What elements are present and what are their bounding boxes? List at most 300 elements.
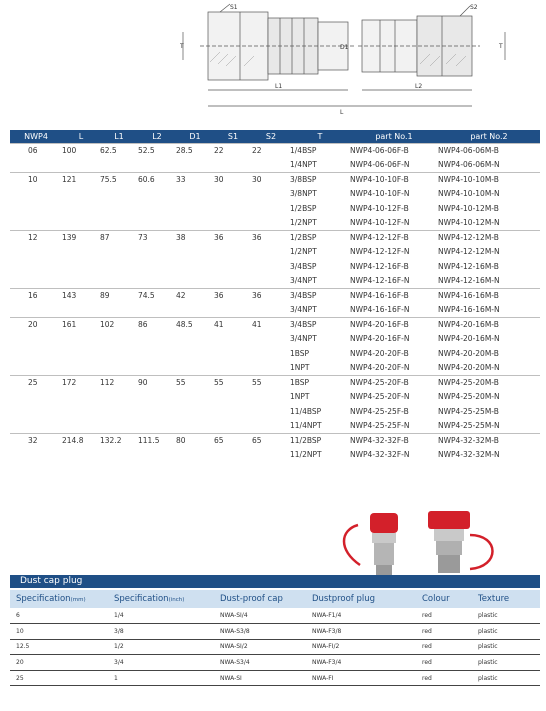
- cell-empty: [62, 448, 100, 463]
- dust-header-colour: Colour: [416, 590, 472, 608]
- dust-header-spec-inch: Specification(inch): [108, 590, 214, 608]
- dust-cell-spec-inch: 3/4: [108, 655, 214, 671]
- cell-empty: [214, 419, 252, 434]
- header-l: L: [62, 130, 100, 143]
- cell-empty: [138, 274, 176, 289]
- dust-cap-photo-1: [344, 513, 398, 575]
- dust-table-row: [10, 639, 540, 655]
- cell-thread: 11/4BSP: [290, 406, 322, 416]
- s2-label: S2: [470, 4, 478, 11]
- dust-cell-plug: NWA-F1/4: [306, 608, 416, 624]
- cell-empty: [252, 245, 290, 260]
- dust-cell-cap: NWA-SI/2: [214, 639, 306, 655]
- cell-part-no-1: NWP4-12-16F-N: [350, 276, 410, 285]
- cell-d1: 80: [176, 433, 214, 448]
- cell-s2: 36: [252, 288, 290, 303]
- cell-empty: [252, 158, 290, 173]
- table-row: [10, 332, 540, 347]
- cell-empty: [214, 303, 252, 318]
- cell-part-no-2: NWP4-25-20M-N: [438, 392, 500, 402]
- cell-part-no-2: NWP4-20-20M-N: [438, 363, 500, 372]
- header-nwp4: NWP4: [10, 130, 62, 143]
- header-t: T: [290, 130, 350, 143]
- cell-empty: [100, 332, 138, 347]
- cell-part-no-1: NWP4-10-12F-N: [350, 218, 410, 227]
- cell-thread: 3/4BSP: [290, 288, 350, 303]
- cell-empty: [214, 216, 252, 231]
- cell-part-no-1: NWP4-12-16F-B: [350, 261, 409, 271]
- cell-empty: [10, 390, 62, 405]
- table-header-row: [10, 130, 540, 143]
- dust-cell-plug: NWA-FI: [306, 670, 416, 686]
- cell-empty: [100, 245, 138, 260]
- cell-thread: 1/4BSP: [290, 143, 350, 158]
- cell-d1: 28.5: [176, 143, 214, 158]
- dust-table-row: [10, 655, 540, 671]
- table-row: [10, 230, 540, 245]
- cell-l: 161: [62, 317, 100, 332]
- cell-empty: [252, 390, 290, 405]
- cell-nwp4: 16: [10, 288, 62, 303]
- cell-thread: 11/2BSP: [290, 433, 350, 448]
- dust-cell-plug: NWA-F3/8: [306, 624, 416, 640]
- cell-empty: [62, 419, 100, 434]
- cell-empty: [100, 346, 138, 361]
- table-row: [10, 158, 540, 173]
- cell-empty: [10, 346, 62, 361]
- cell-thread: 11/4NPT: [290, 421, 322, 430]
- cell-part-no-1: NWP4-06-06F-B: [350, 143, 438, 158]
- table-row: [10, 201, 540, 216]
- cell-part-no-1: NWP4-25-20F-N: [350, 392, 410, 402]
- cell-empty: [62, 259, 100, 274]
- cell-empty: [138, 332, 176, 347]
- table-row: [10, 390, 540, 405]
- cell-part-no-1: NWP4-10-10F-N: [350, 189, 410, 199]
- table-row: [10, 433, 540, 448]
- cell-empty: [62, 187, 100, 202]
- cell-part-no-1: NWP4-20-20F-B: [350, 348, 409, 358]
- cell-part-no-1: NWP4-25-25F-B: [350, 406, 409, 416]
- cell-part-no-2: NWP4-06-06M-B: [438, 143, 540, 158]
- cell-thread: 3/4NPT: [290, 305, 317, 314]
- cell-l2: 90: [138, 375, 176, 390]
- cell-empty: [214, 404, 252, 419]
- cell-empty: [10, 419, 62, 434]
- cell-part-no-2: NWP4-32-32M-N: [438, 450, 500, 460]
- cell-empty: [100, 361, 138, 376]
- cell-s1: 65: [214, 433, 252, 448]
- cell-part-no-2: NWP4-25-25M-B: [438, 406, 499, 416]
- dust-cell-plug: NWA-FI/2: [306, 639, 416, 655]
- header-l1: L1: [100, 130, 138, 143]
- cell-d1: 42: [176, 288, 214, 303]
- cell-empty: [176, 361, 214, 376]
- dust-header-plug: Dustproof plug: [306, 590, 416, 608]
- cell-empty: [138, 245, 176, 260]
- cell-empty: [10, 259, 62, 274]
- cell-nwp4: 20: [10, 317, 62, 332]
- table-row: [10, 172, 540, 187]
- cell-thread: 1/2BSP: [290, 230, 350, 245]
- cell-empty: [214, 390, 252, 405]
- cell-l: 100: [62, 143, 100, 158]
- cell-part-no-2: NWP4-10-10M-N: [438, 189, 500, 199]
- cell-l1: 102: [100, 317, 138, 332]
- cell-nwp4: 06: [10, 143, 62, 158]
- cell-part-no-2: NWP4-32-32M-B: [438, 433, 540, 448]
- cell-empty: [214, 332, 252, 347]
- cell-empty: [252, 187, 290, 202]
- cell-empty: [252, 332, 290, 347]
- cell-part-no-2: NWP4-25-20M-B: [438, 375, 540, 390]
- cell-empty: [176, 390, 214, 405]
- dust-cell-spec-mm: 6: [10, 608, 108, 624]
- table-row: [10, 259, 540, 274]
- table-row: [10, 317, 540, 332]
- dust-cell-spec-mm: 20: [10, 655, 108, 671]
- cell-part-no-2: NWP4-20-20M-B: [438, 348, 499, 358]
- cell-empty: [62, 361, 100, 376]
- table-row: [10, 375, 540, 390]
- cell-thread: 3/4BSP: [290, 261, 317, 271]
- cell-nwp4: 10: [10, 172, 62, 187]
- cell-thread: 3/4NPT: [290, 276, 317, 285]
- dust-cell-cap: NWA-S3/4: [214, 655, 306, 671]
- cell-empty: [176, 303, 214, 318]
- table-row: [10, 245, 540, 260]
- cell-empty: [252, 448, 290, 463]
- dust-table-row: [10, 624, 540, 640]
- cell-part-no-1: NWP4-20-16F-N: [350, 334, 410, 344]
- cell-thread: 3/4BSP: [290, 317, 350, 332]
- cell-empty: [100, 404, 138, 419]
- cell-empty: [252, 303, 290, 318]
- cell-empty: [176, 201, 214, 216]
- dust-cell-colour: red: [416, 608, 472, 624]
- cell-part-no-1: NWP4-16-16F-B: [350, 288, 438, 303]
- table-row: [10, 216, 540, 231]
- header-d1: D1: [176, 130, 214, 143]
- cell-l1: 62.5: [100, 143, 138, 158]
- table-row: [10, 361, 540, 376]
- cell-l2: 86: [138, 317, 176, 332]
- cell-empty: [252, 419, 290, 434]
- table-row: [10, 288, 540, 303]
- cell-part-no-1: NWP4-25-20F-B: [350, 375, 438, 390]
- table-row: [10, 448, 540, 463]
- table-row: [10, 346, 540, 361]
- cell-part-no-1: NWP4-12-12F-N: [350, 247, 410, 257]
- cell-part-no-1: NWP4-10-10F-B: [350, 172, 438, 187]
- cell-empty: [176, 274, 214, 289]
- cell-part-no-1: NWP4-10-12F-B: [350, 203, 409, 213]
- cell-thread: 1/2NPT: [290, 218, 317, 227]
- header-s2: S2: [252, 130, 290, 143]
- cell-part-no-2: NWP4-10-12M-B: [438, 203, 499, 213]
- cell-empty: [176, 187, 214, 202]
- cell-l: 139: [62, 230, 100, 245]
- cell-empty: [100, 158, 138, 173]
- cell-empty: [214, 346, 252, 361]
- dust-cell-spec-inch: 3/8: [108, 624, 214, 640]
- dust-cap-photos: [330, 505, 510, 580]
- dust-cap-table: [10, 590, 540, 686]
- dust-cell-cap: NWA-SI: [214, 670, 306, 686]
- cell-part-no-2: NWP4-20-16M-B: [438, 317, 540, 332]
- cell-part-no-1: NWP4-20-16F-B: [350, 317, 438, 332]
- cell-empty: [62, 245, 100, 260]
- specification-table: [10, 130, 540, 462]
- cell-part-no-2: NWP4-12-12M-N: [438, 247, 500, 257]
- header-l2: L2: [138, 130, 176, 143]
- cell-empty: [252, 259, 290, 274]
- cell-empty: [252, 346, 290, 361]
- cell-empty: [62, 158, 100, 173]
- cell-d1: 38: [176, 230, 214, 245]
- coupling-technical-drawing: [180, 2, 510, 120]
- cell-part-no-2: NWP4-20-16M-N: [438, 334, 500, 344]
- dust-cell-colour: red: [416, 655, 472, 671]
- l1-label: L1: [275, 83, 283, 90]
- dust-cell-spec-inch: 1/2: [108, 639, 214, 655]
- table-row: [10, 303, 540, 318]
- dust-cell-spec-mm: 10: [10, 624, 108, 640]
- cell-thread: 1/4NPT: [290, 160, 317, 169]
- cell-s2: 65: [252, 433, 290, 448]
- cell-thread: 1BSP: [290, 348, 310, 358]
- cell-empty: [138, 404, 176, 419]
- cell-empty: [62, 201, 100, 216]
- cell-thread: 11/2NPT: [290, 450, 322, 460]
- cell-l2: 52.5: [138, 143, 176, 158]
- cell-empty: [62, 303, 100, 318]
- cell-nwp4: 32: [10, 433, 62, 448]
- cell-empty: [176, 419, 214, 434]
- cell-part-no-2: NWP4-12-16M-B: [438, 261, 499, 271]
- cell-thread: 3/8NPT: [290, 189, 317, 199]
- cell-part-no-1: NWP4-16-16F-N: [350, 305, 410, 314]
- cell-l2: 60.6: [138, 172, 176, 187]
- cell-thread: 1NPT: [290, 392, 310, 402]
- cell-empty: [62, 346, 100, 361]
- cell-empty: [138, 448, 176, 463]
- cell-d1: 33: [176, 172, 214, 187]
- cell-part-no-2: NWP4-12-16M-N: [438, 276, 500, 285]
- cell-empty: [138, 419, 176, 434]
- cell-part-no-2: NWP4-25-25M-N: [438, 421, 500, 430]
- dust-cell-plug: NWA-F3/4: [306, 655, 416, 671]
- cell-thread: 1/2NPT: [290, 247, 317, 257]
- cell-l: 214.8: [62, 433, 100, 448]
- cell-d1: 48.5: [176, 317, 214, 332]
- cell-nwp4: 12: [10, 230, 62, 245]
- cell-s1: 36: [214, 288, 252, 303]
- dust-cell-texture: plastic: [472, 670, 540, 686]
- cell-empty: [10, 245, 62, 260]
- cell-empty: [100, 216, 138, 231]
- cell-s1: 41: [214, 317, 252, 332]
- dust-cell-spec-mm: 25: [10, 670, 108, 686]
- cell-empty: [214, 448, 252, 463]
- dust-header-texture: Texture: [472, 590, 540, 608]
- l2-label: L2: [415, 83, 423, 90]
- cell-empty: [100, 448, 138, 463]
- cell-empty: [138, 201, 176, 216]
- cell-empty: [10, 216, 62, 231]
- dust-cell-cap: NWA-S3/8: [214, 624, 306, 640]
- cell-empty: [176, 448, 214, 463]
- dust-header-row: [10, 590, 540, 608]
- cell-s1: 36: [214, 230, 252, 245]
- cell-empty: [176, 216, 214, 231]
- cell-empty: [100, 303, 138, 318]
- cell-s2: 30: [252, 172, 290, 187]
- t-label-right: T: [499, 43, 503, 50]
- cell-empty: [138, 216, 176, 231]
- cell-empty: [62, 216, 100, 231]
- cell-empty: [10, 448, 62, 463]
- cell-l: 172: [62, 375, 100, 390]
- s1-label: S1: [230, 4, 238, 11]
- dust-cap-title: Dust cap plug: [10, 575, 540, 588]
- dust-cell-texture: plastic: [472, 624, 540, 640]
- table-row: [10, 187, 540, 202]
- cell-empty: [214, 245, 252, 260]
- table-row: [10, 143, 540, 158]
- cell-empty: [138, 303, 176, 318]
- cell-empty: [138, 361, 176, 376]
- cell-l: 121: [62, 172, 100, 187]
- cell-part-no-1: NWP4-20-20F-N: [350, 363, 410, 372]
- cell-empty: [100, 274, 138, 289]
- header-part-no-1: part No.1: [350, 130, 438, 143]
- dust-table-row: [10, 608, 540, 624]
- cell-empty: [214, 259, 252, 274]
- table-row: [10, 274, 540, 289]
- cell-s2: 41: [252, 317, 290, 332]
- cell-empty: [100, 201, 138, 216]
- cell-empty: [176, 332, 214, 347]
- cell-thread: 1/2BSP: [290, 203, 317, 213]
- cell-empty: [252, 404, 290, 419]
- cell-part-no-1: NWP4-12-12F-B: [350, 230, 438, 245]
- cell-empty: [176, 259, 214, 274]
- cell-empty: [10, 361, 62, 376]
- cell-empty: [62, 404, 100, 419]
- dust-cell-colour: red: [416, 624, 472, 640]
- cell-empty: [214, 274, 252, 289]
- dust-cell-spec-inch: 1: [108, 670, 214, 686]
- cell-l1: 112: [100, 375, 138, 390]
- cell-l: 143: [62, 288, 100, 303]
- cell-part-no-2: NWP4-16-16M-B: [438, 288, 540, 303]
- cell-thread: 3/8BSP: [290, 172, 350, 187]
- cell-empty: [100, 187, 138, 202]
- dust-cell-spec-mm: 12.5: [10, 639, 108, 655]
- cell-empty: [214, 361, 252, 376]
- cell-empty: [252, 361, 290, 376]
- cell-empty: [10, 187, 62, 202]
- cell-empty: [10, 201, 62, 216]
- cell-empty: [62, 274, 100, 289]
- cell-thread: 3/4NPT: [290, 334, 317, 344]
- dust-cap-photo-2: [428, 511, 493, 573]
- cell-empty: [176, 158, 214, 173]
- cell-empty: [10, 274, 62, 289]
- cell-s2: 22: [252, 143, 290, 158]
- cell-s1: 30: [214, 172, 252, 187]
- cell-empty: [138, 187, 176, 202]
- cell-d1: 55: [176, 375, 214, 390]
- cell-l1: 89: [100, 288, 138, 303]
- cell-empty: [100, 259, 138, 274]
- cell-empty: [176, 404, 214, 419]
- cell-s2: 36: [252, 230, 290, 245]
- cell-empty: [62, 332, 100, 347]
- cell-s1: 55: [214, 375, 252, 390]
- cell-empty: [214, 158, 252, 173]
- cell-s1: 22: [214, 143, 252, 158]
- dust-cell-spec-inch: 1/4: [108, 608, 214, 624]
- dust-cell-texture: plastic: [472, 639, 540, 655]
- t-label-left: T: [180, 43, 184, 50]
- cell-thread: 1NPT: [290, 363, 310, 372]
- cell-empty: [252, 201, 290, 216]
- cell-empty: [10, 158, 62, 173]
- cell-empty: [138, 158, 176, 173]
- dust-header-cap: Dust-proof cap: [214, 590, 306, 608]
- cell-empty: [100, 390, 138, 405]
- cell-l1: 132.2: [100, 433, 138, 448]
- cell-s2: 55: [252, 375, 290, 390]
- cell-empty: [176, 346, 214, 361]
- dust-cell-texture: plastic: [472, 608, 540, 624]
- cell-empty: [100, 419, 138, 434]
- dust-cell-texture: plastic: [472, 655, 540, 671]
- header-part-no-2: part No.2: [438, 130, 540, 143]
- d1-label: D1: [340, 44, 349, 51]
- dust-cell-colour: red: [416, 670, 472, 686]
- dust-header-spec-mm: Specification(mm): [10, 590, 108, 608]
- cell-l2: 73: [138, 230, 176, 245]
- cell-nwp4: 25: [10, 375, 62, 390]
- dust-cell-colour: red: [416, 639, 472, 655]
- cell-empty: [252, 274, 290, 289]
- cell-empty: [138, 390, 176, 405]
- cell-l2: 74.5: [138, 288, 176, 303]
- cell-part-no-2: NWP4-12-12M-B: [438, 230, 540, 245]
- cell-part-no-1: NWP4-06-06F-N: [350, 160, 410, 169]
- cell-empty: [252, 216, 290, 231]
- dust-cell-cap: NWA-SI/4: [214, 608, 306, 624]
- cell-empty: [176, 245, 214, 260]
- cell-thread: 1BSP: [290, 375, 350, 390]
- cell-part-no-2: NWP4-10-10M-B: [438, 172, 540, 187]
- cell-empty: [62, 390, 100, 405]
- table-row: [10, 404, 540, 419]
- cell-l2: 111.5: [138, 433, 176, 448]
- cell-part-no-1: NWP4-32-32F-N: [350, 450, 410, 460]
- cell-empty: [214, 187, 252, 202]
- cell-part-no-1: NWP4-32-32F-B: [350, 433, 438, 448]
- cell-empty: [214, 201, 252, 216]
- cell-part-no-2: NWP4-16-16M-N: [438, 305, 500, 314]
- dust-table-row: [10, 670, 540, 686]
- cell-empty: [10, 303, 62, 318]
- cell-part-no-2: NWP4-06-06M-N: [438, 160, 500, 169]
- cell-empty: [10, 332, 62, 347]
